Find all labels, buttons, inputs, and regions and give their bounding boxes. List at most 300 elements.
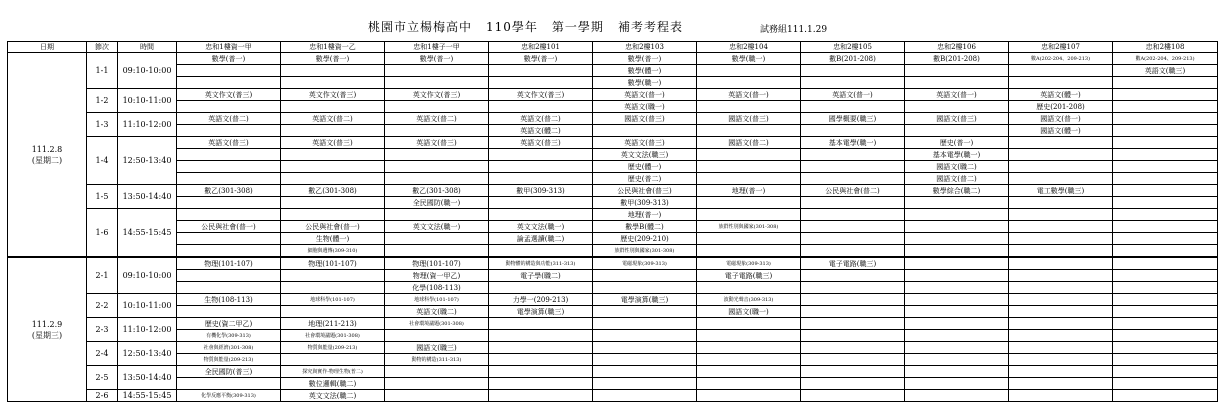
- exam-cell: [1113, 113, 1218, 125]
- exam-cell: 公民與社會(普三): [593, 185, 697, 197]
- exam-cell: 英語文(普一): [905, 89, 1009, 101]
- table-row: [8, 137, 1218, 149]
- exam-cell: 物質與能量(209-213): [177, 354, 281, 366]
- exam-cell: 物理(101-107): [281, 257, 385, 270]
- exam-cell: 社會與經濟(301-308): [177, 342, 281, 354]
- exam-cell: 英語文(體一): [1009, 89, 1113, 101]
- column-header: 忠和2樓107: [1009, 42, 1113, 53]
- table-row: [8, 342, 1218, 354]
- version-label: 試務組111.1.29: [760, 25, 828, 35]
- exam-cell: [281, 101, 385, 113]
- exam-cell: [385, 161, 489, 173]
- exam-cell: 電子電路(職三): [697, 270, 801, 282]
- exam-cell: 化學反應平衡(309-313): [177, 390, 281, 402]
- exam-cell: [697, 282, 801, 294]
- exam-cell: [385, 233, 489, 245]
- exam-cell: [1009, 137, 1113, 149]
- exam-cell: 地球科學(101-107): [281, 294, 385, 306]
- column-header: 忠和2樓108: [1113, 42, 1218, 53]
- exam-cell: [1113, 257, 1218, 270]
- exam-cell: [905, 354, 1009, 366]
- exam-cell: [385, 65, 489, 77]
- exam-cell: [697, 378, 801, 390]
- exam-cell: 電子電路(職三): [801, 257, 905, 270]
- exam-cell: [801, 149, 905, 161]
- date-cell: [8, 53, 87, 258]
- exam-cell: 電磁現象(309-313): [593, 257, 697, 270]
- column-header: 忠和1樓子一甲: [385, 42, 489, 53]
- exam-cell: 歷史(普一): [905, 137, 1009, 149]
- exam-cell: [385, 101, 489, 113]
- exam-cell: 社會環境議題(301-308): [281, 330, 385, 342]
- time-cell: 09:10-10:00: [118, 257, 177, 294]
- exam-cell: 電子學(職二): [489, 270, 593, 282]
- exam-cell: [697, 173, 801, 185]
- date-cell: [8, 257, 87, 402]
- exam-cell: 英語文(普三): [281, 137, 385, 149]
- exam-cell: 全民國防(普三): [177, 366, 281, 378]
- exam-cell: [385, 245, 489, 258]
- exam-cell: 數甲(309-313): [489, 185, 593, 197]
- column-header: 日期: [8, 42, 87, 53]
- exam-cell: [1009, 245, 1113, 258]
- exam-cell: [593, 390, 697, 402]
- exam-cell: [905, 125, 1009, 137]
- table-row: [8, 113, 1218, 125]
- exam-cell: [593, 282, 697, 294]
- exam-cell: 數B(201-208): [801, 53, 905, 65]
- period-cell: 2-6: [87, 390, 118, 402]
- table-row: [8, 245, 1218, 258]
- exam-cell: [1113, 149, 1218, 161]
- exam-cell: 英語文(職三): [1113, 65, 1218, 77]
- exam-cell: [697, 197, 801, 209]
- table-row: [8, 209, 1218, 221]
- exam-cell: [177, 77, 281, 89]
- table-row: [8, 318, 1218, 330]
- exam-cell: [281, 161, 385, 173]
- time-cell: 13:50-14:40: [118, 185, 177, 209]
- table-row: [8, 390, 1218, 402]
- table-row: [8, 378, 1218, 390]
- exam-cell: [385, 390, 489, 402]
- exam-cell: [489, 209, 593, 221]
- date-value: 111.2.9: [31, 319, 63, 329]
- time-cell: 09:10-10:00: [118, 53, 177, 89]
- exam-cell: [177, 173, 281, 185]
- exam-cell: [385, 366, 489, 378]
- exam-cell: 電學演算(職三): [489, 306, 593, 318]
- exam-cell: [905, 342, 1009, 354]
- exam-cell: [593, 125, 697, 137]
- header-row: [8, 42, 1218, 53]
- exam-cell: [385, 173, 489, 185]
- title-school: 桃園市立楊梅高中: [368, 20, 473, 34]
- exam-cell: [1113, 330, 1218, 342]
- exam-cell: 國語文(職一): [697, 306, 801, 318]
- exam-cell: [489, 354, 593, 366]
- exam-cell: 英文文法(職一): [489, 221, 593, 233]
- exam-cell: 歷史(209-210): [593, 233, 697, 245]
- table-row: [8, 221, 1218, 233]
- table-row: [8, 149, 1218, 161]
- exam-cell: [385, 378, 489, 390]
- exam-cell: [905, 197, 1009, 209]
- exam-cell: [801, 77, 905, 89]
- date-value: 111.2.8: [31, 144, 63, 154]
- column-header: 忠和2樓103: [593, 42, 697, 53]
- exam-cell: [905, 221, 1009, 233]
- time-cell: 13:50-14:40: [118, 366, 177, 390]
- exam-cell: [1113, 173, 1218, 185]
- exam-cell: 英語文(普三): [489, 137, 593, 149]
- exam-cell: 英語文(普三): [593, 137, 697, 149]
- exam-cell: 英語文(職二): [385, 306, 489, 318]
- exam-cell: 基本電學(職一): [801, 137, 905, 149]
- exam-cell: [489, 149, 593, 161]
- exam-cell: 數學(普一): [281, 53, 385, 65]
- exam-cell: [281, 270, 385, 282]
- weekday-value: (星期二): [31, 155, 63, 165]
- exam-cell: [1113, 101, 1218, 113]
- exam-cell: [1113, 209, 1218, 221]
- exam-cell: 數學(普一): [593, 53, 697, 65]
- exam-cell: 物理(101-107): [177, 257, 281, 270]
- exam-cell: 數學B(體二): [593, 221, 697, 233]
- exam-cell: [905, 257, 1009, 270]
- exam-cell: [1009, 65, 1113, 77]
- exam-cell: 國語文(普二): [905, 173, 1009, 185]
- exam-cell: [281, 65, 385, 77]
- period-cell: 2-3: [87, 318, 118, 342]
- exam-cell: 國語文(普三): [697, 113, 801, 125]
- title-name: 補考考程表: [617, 20, 683, 34]
- exam-cell: [801, 306, 905, 318]
- page-title: [368, 18, 697, 35]
- exam-cell: [905, 209, 1009, 221]
- table-row: [8, 65, 1218, 77]
- exam-cell: [697, 161, 801, 173]
- exam-cell: [697, 342, 801, 354]
- exam-cell: 數乙(301-308): [281, 185, 385, 197]
- exam-cell: [1113, 282, 1218, 294]
- table-row: [8, 125, 1218, 137]
- exam-cell: [1009, 270, 1113, 282]
- exam-cell: [1009, 233, 1113, 245]
- exam-cell: [697, 390, 801, 402]
- table-row: [8, 185, 1218, 197]
- table-row: [8, 101, 1218, 113]
- exam-cell: [489, 161, 593, 173]
- exam-cell: 地理(普一): [697, 185, 801, 197]
- exam-cell: [801, 390, 905, 402]
- table-row: [8, 270, 1218, 282]
- exam-cell: 國學概要(職三): [801, 113, 905, 125]
- period-cell: 2-1: [87, 257, 118, 294]
- exam-cell: [905, 366, 1009, 378]
- exam-cell: 全民國防(職一): [385, 197, 489, 209]
- exam-cell: [489, 282, 593, 294]
- exam-cell: [489, 65, 593, 77]
- table-row: [8, 354, 1218, 366]
- exam-cell: 公民與社會(普一): [177, 221, 281, 233]
- exam-cell: [1113, 233, 1218, 245]
- exam-cell: 英語文(普一): [801, 89, 905, 101]
- exam-cell: [801, 233, 905, 245]
- exam-cell: 英語文(普一): [593, 89, 697, 101]
- exam-cell: [801, 125, 905, 137]
- column-header: 節次: [87, 42, 118, 53]
- exam-cell: [1113, 89, 1218, 101]
- exam-cell: [1113, 294, 1218, 306]
- exam-cell: 波動光聲音(309-313): [697, 294, 801, 306]
- exam-cell: [489, 245, 593, 258]
- exam-cell: [1113, 342, 1218, 354]
- exam-cell: [801, 101, 905, 113]
- exam-cell: [177, 233, 281, 245]
- period-cell: 1-4: [87, 137, 118, 185]
- exam-cell: 英文文法(職二): [281, 390, 385, 402]
- exam-cell: 英語文(體二): [489, 125, 593, 137]
- exam-cell: [801, 354, 905, 366]
- exam-cell: [1009, 378, 1113, 390]
- exam-cell: 族群性別與國家(301-308): [697, 221, 801, 233]
- exam-cell: [801, 330, 905, 342]
- exam-cell: [801, 342, 905, 354]
- period-cell: 1-3: [87, 113, 118, 137]
- table-row: [8, 77, 1218, 89]
- column-header: 忠和2樓101: [489, 42, 593, 53]
- exam-cell: [593, 378, 697, 390]
- title-semester: 第一學期: [551, 20, 604, 34]
- exam-cell: [1009, 366, 1113, 378]
- exam-cell: [697, 366, 801, 378]
- column-header: 忠和1樓資一乙: [281, 42, 385, 53]
- time-cell: 10:10-11:00: [118, 294, 177, 318]
- exam-cell: 社會環境議題(301-308): [385, 318, 489, 330]
- exam-cell: [1009, 306, 1113, 318]
- title-year: 110學年: [486, 20, 538, 34]
- period-cell: 1-2: [87, 89, 118, 113]
- exam-cell: [801, 366, 905, 378]
- exam-cell: 國語文(普一): [1009, 113, 1113, 125]
- exam-cell: 歷史(體一): [593, 161, 697, 173]
- weekday-value: (星期三): [31, 330, 63, 340]
- exam-cell: 數學(職一): [697, 53, 801, 65]
- table-body: [8, 53, 1218, 402]
- exam-cell: [489, 342, 593, 354]
- column-header: 忠和2樓105: [801, 42, 905, 53]
- period-cell: 1-6: [87, 209, 118, 258]
- exam-cell: 英語文(普一): [697, 89, 801, 101]
- exam-cell: [1113, 125, 1218, 137]
- exam-cell: [905, 245, 1009, 258]
- exam-cell: [801, 282, 905, 294]
- exam-cell: 英文作文(普三): [489, 89, 593, 101]
- exam-cell: [697, 245, 801, 258]
- exam-cell: [1009, 318, 1113, 330]
- period-cell: 2-5: [87, 366, 118, 390]
- exam-cell: 英文文法(職一): [385, 221, 489, 233]
- exam-cell: [1009, 209, 1113, 221]
- exam-cell: [697, 209, 801, 221]
- exam-cell: 數學(普一): [489, 53, 593, 65]
- exam-cell: [1009, 390, 1113, 402]
- exam-cell: 數A(202-204、209-213): [1009, 53, 1113, 65]
- exam-cell: 電學演算(職三): [593, 294, 697, 306]
- exam-cell: [177, 306, 281, 318]
- time-cell: 14:55-15:45: [118, 390, 177, 402]
- exam-cell: [801, 197, 905, 209]
- title-row: [0, 0, 1223, 40]
- exam-cell: [177, 209, 281, 221]
- period-cell: 2-4: [87, 342, 118, 366]
- exam-cell: [697, 77, 801, 89]
- table-row: [8, 282, 1218, 294]
- exam-cell: 數B(201-208): [905, 53, 1009, 65]
- exam-cell: 數學(體一): [593, 65, 697, 77]
- exam-cell: [281, 209, 385, 221]
- exam-cell: [697, 101, 801, 113]
- column-header: 時間: [118, 42, 177, 53]
- table-row: [8, 53, 1218, 65]
- table-row: [8, 233, 1218, 245]
- exam-cell: 地理(211-213): [281, 318, 385, 330]
- exam-cell: 國語文(職二): [905, 161, 1009, 173]
- exam-cell: [281, 354, 385, 366]
- exam-cell: [593, 318, 697, 330]
- exam-cell: 物質與能量(209-213): [281, 342, 385, 354]
- table-row: [8, 330, 1218, 342]
- table-row: [8, 197, 1218, 209]
- exam-cell: [1113, 245, 1218, 258]
- exam-cell: 國語文(普三): [905, 113, 1009, 125]
- exam-cell: [281, 282, 385, 294]
- exam-cell: [489, 390, 593, 402]
- exam-cell: [385, 149, 489, 161]
- table-row: [8, 173, 1218, 185]
- exam-cell: [177, 161, 281, 173]
- exam-cell: 英文作文(普三): [177, 89, 281, 101]
- exam-cell: [1113, 197, 1218, 209]
- exam-cell: [281, 306, 385, 318]
- exam-cell: [697, 233, 801, 245]
- exam-cell: [177, 270, 281, 282]
- time-cell: 10:10-11:00: [118, 89, 177, 113]
- exam-cell: [489, 318, 593, 330]
- exam-cell: 物理(資一甲乙): [385, 270, 489, 282]
- exam-cell: [489, 173, 593, 185]
- exam-cell: 公民與社會(普二): [801, 185, 905, 197]
- exam-cell: [1009, 342, 1113, 354]
- exam-cell: [801, 294, 905, 306]
- exam-cell: [1009, 221, 1113, 233]
- exam-cell: [281, 125, 385, 137]
- exam-cell: 電工數學(職三): [1009, 185, 1113, 197]
- exam-cell: 歷史(普二): [593, 173, 697, 185]
- exam-schedule-table: [7, 41, 1218, 402]
- exam-cell: [801, 173, 905, 185]
- exam-cell: [1009, 294, 1113, 306]
- exam-cell: 英語文(普二): [177, 113, 281, 125]
- exam-cell: 歷史(資二甲乙): [177, 318, 281, 330]
- column-header: 忠和1樓資一甲: [177, 42, 281, 53]
- exam-cell: [385, 330, 489, 342]
- table-row: [8, 294, 1218, 306]
- exam-cell: [177, 125, 281, 137]
- exam-cell: [1009, 173, 1113, 185]
- exam-cell: [905, 282, 1009, 294]
- exam-cell: [593, 354, 697, 366]
- exam-cell: [1009, 354, 1113, 366]
- exam-cell: [1113, 366, 1218, 378]
- exam-cell: 族群性別與國家(301-308): [593, 245, 697, 258]
- exam-cell: [905, 77, 1009, 89]
- exam-cell: 數學(普一): [385, 53, 489, 65]
- exam-cell: [385, 209, 489, 221]
- exam-cell: [1113, 161, 1218, 173]
- exam-cell: 英語文(普二): [281, 113, 385, 125]
- column-header: 忠和2樓106: [905, 42, 1009, 53]
- exam-cell: [1113, 318, 1218, 330]
- exam-cell: [489, 366, 593, 378]
- exam-cell: [1009, 161, 1113, 173]
- exam-cell: [801, 209, 905, 221]
- exam-cell: 有機化學(309-313): [177, 330, 281, 342]
- exam-cell: [801, 270, 905, 282]
- exam-cell: 歷史(201-208): [1009, 101, 1113, 113]
- exam-cell: [801, 245, 905, 258]
- exam-cell: [905, 318, 1009, 330]
- exam-cell: 數學(普一): [177, 53, 281, 65]
- exam-cell: [593, 330, 697, 342]
- exam-cell: 生物(108-113): [177, 294, 281, 306]
- exam-cell: 數位邏輯(職二): [281, 378, 385, 390]
- exam-cell: [1113, 77, 1218, 89]
- exam-cell: [1113, 354, 1218, 366]
- exam-cell: [281, 173, 385, 185]
- exam-cell: [177, 101, 281, 113]
- period-cell: 2-2: [87, 294, 118, 318]
- exam-cell: [905, 101, 1009, 113]
- exam-cell: [177, 245, 281, 258]
- exam-cell: [177, 65, 281, 77]
- exam-cell: 英語文(普二): [385, 113, 489, 125]
- exam-cell: [1009, 330, 1113, 342]
- exam-cell: 數學(職一): [593, 77, 697, 89]
- time-cell: 12:50-13:40: [118, 342, 177, 366]
- exam-cell: 電磁現象(309-313): [697, 257, 801, 270]
- exam-cell: [489, 77, 593, 89]
- table-row: [8, 161, 1218, 173]
- exam-cell: [281, 77, 385, 89]
- exam-cell: 地理(普一): [593, 209, 697, 221]
- exam-cell: [1113, 221, 1218, 233]
- exam-cell: [177, 197, 281, 209]
- exam-cell: [697, 149, 801, 161]
- exam-cell: [1113, 390, 1218, 402]
- exam-cell: [905, 306, 1009, 318]
- exam-cell: [697, 125, 801, 137]
- exam-cell: [1009, 282, 1113, 294]
- exam-cell: 化學(108-113): [385, 282, 489, 294]
- exam-cell: [697, 330, 801, 342]
- exam-cell: 國語文(職三): [385, 342, 489, 354]
- exam-cell: [177, 149, 281, 161]
- exam-cell: [281, 197, 385, 209]
- exam-cell: 地球科學(101-107): [385, 294, 489, 306]
- exam-cell: [697, 65, 801, 77]
